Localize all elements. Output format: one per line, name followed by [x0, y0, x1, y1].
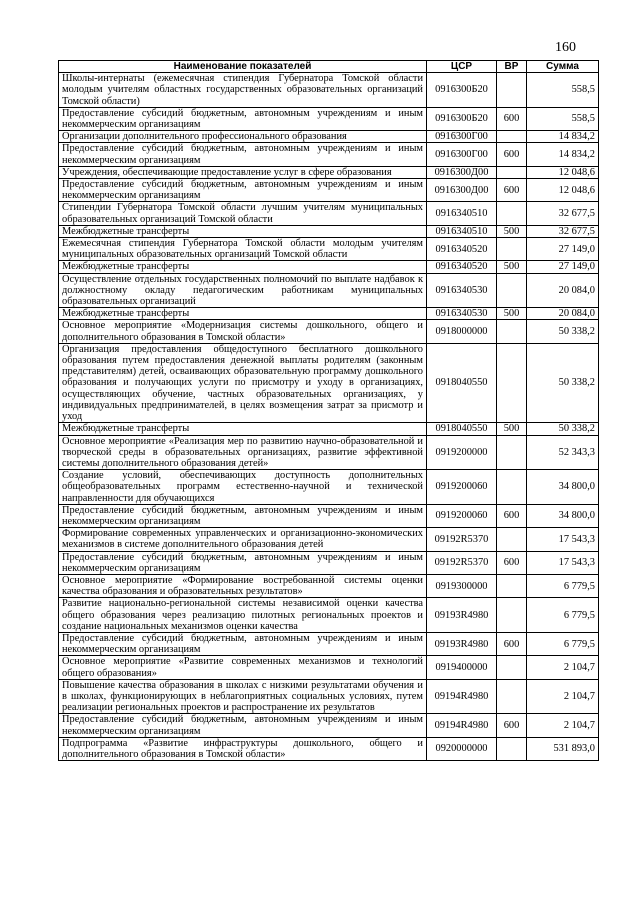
- table-row: [59, 225, 599, 237]
- header-vr: ВР: [497, 61, 527, 73]
- cell-vr: 600: [497, 504, 527, 527]
- table-row: [59, 179, 599, 202]
- table-row: [59, 423, 599, 435]
- cell-sum: 34 800,0: [527, 470, 599, 505]
- cell-vr: [497, 343, 527, 422]
- cell-name: Осуществление отдельных государственных полномочий по выплате надбавок к должностному окладу педагогическим работникам муниципальных образовательных организаций: [59, 273, 427, 308]
- table-row: [59, 737, 599, 760]
- cell-name: Ежемесячная стипендия Губернатора Томской области молодым учителям муниципальных образовательных организаций Томской области: [59, 238, 427, 261]
- cell-name: Организация предоставления общедоступного бесплатного дошкольного образования путем предоставления денежной выплаты родителям (законным представителям) детей, осваивающих образовательную программу дошкольного образования и получающих услуги по присмотру и уходу в организациях, осуществляющих обучение, частных образовательных организациях, у индивидуальных предпринимателей, в целях возмещения затрат за присмотр и уход: [59, 343, 427, 422]
- cell-csr: 0916340520: [427, 238, 497, 261]
- cell-sum: 558,5: [527, 73, 599, 108]
- cell-sum: 27 149,0: [527, 238, 599, 261]
- cell-vr: [497, 202, 527, 225]
- cell-csr: 0916340530: [427, 308, 497, 320]
- cell-sum: 14 834,2: [527, 131, 599, 143]
- cell-csr: 0919400000: [427, 656, 497, 679]
- table-row: [59, 528, 599, 551]
- cell-name: Организации дополнительного профессионального образования: [59, 131, 427, 143]
- header-csr: ЦСР: [427, 61, 497, 73]
- cell-name: Межбюджетные трансферты: [59, 225, 427, 237]
- budget-table: [58, 60, 599, 761]
- cell-vr: 500: [497, 225, 527, 237]
- cell-vr: 600: [497, 107, 527, 130]
- cell-sum: 2 104,7: [527, 656, 599, 679]
- cell-vr: [497, 528, 527, 551]
- table-row: [59, 598, 599, 633]
- cell-vr: [497, 238, 527, 261]
- cell-sum: 6 779,5: [527, 632, 599, 655]
- cell-name: Предоставление субсидий бюджетным, автономным учреждениям и иным некоммерческим организациям: [59, 551, 427, 574]
- cell-csr: 0919200060: [427, 470, 497, 505]
- table-row: [59, 107, 599, 130]
- cell-csr: 09192R5370: [427, 528, 497, 551]
- cell-csr: 0916300Д00: [427, 166, 497, 178]
- table-row: [59, 656, 599, 679]
- page-number: 160: [555, 40, 576, 55]
- header-sum: Сумма: [527, 61, 599, 73]
- cell-name: Подпрограмма «Развитие инфраструктуры дошкольного, общего и дополнительного образования в Томской области»: [59, 737, 427, 760]
- cell-csr: 0916340520: [427, 261, 497, 273]
- cell-vr: 600: [497, 143, 527, 166]
- table-row: [59, 202, 599, 225]
- table-body: [59, 73, 599, 761]
- cell-csr: 0916300Б20: [427, 73, 497, 108]
- cell-vr: [497, 166, 527, 178]
- cell-sum: 20 084,0: [527, 273, 599, 308]
- cell-csr: 09193R4980: [427, 632, 497, 655]
- cell-vr: [497, 131, 527, 143]
- cell-csr: 0916340510: [427, 202, 497, 225]
- cell-vr: 600: [497, 714, 527, 737]
- cell-sum: 2 104,7: [527, 679, 599, 714]
- cell-sum: 50 338,2: [527, 343, 599, 422]
- cell-name: Создание условий, обеспечивающих доступность дополнительных общеобразовательных программ естественно-научной и технической направленности для обучающихся: [59, 470, 427, 505]
- cell-vr: [497, 435, 527, 470]
- cell-csr: 0916300Б20: [427, 107, 497, 130]
- cell-sum: 6 779,5: [527, 598, 599, 633]
- table-row: [59, 679, 599, 714]
- cell-csr: 09194R4980: [427, 714, 497, 737]
- cell-sum: 6 779,5: [527, 574, 599, 597]
- cell-vr: [497, 273, 527, 308]
- cell-name: Межбюджетные трансферты: [59, 261, 427, 273]
- cell-name: Предоставление субсидий бюджетным, автономным учреждениям и иным некоммерческим организациям: [59, 632, 427, 655]
- cell-sum: 50 338,2: [527, 423, 599, 435]
- cell-name: Развитие национально-региональной системы независимой оценки качества общего образования через реализацию пилотных региональных проектов и создание национальных механизмов оценки качества: [59, 598, 427, 633]
- cell-name: Основное мероприятие «Реализация мер по развитию научно-образовательной и творческой среды в образовательных организациях, развитие эффективной системы дополнительного образования детей»: [59, 435, 427, 470]
- cell-sum: 32 677,5: [527, 225, 599, 237]
- cell-csr: 0916340530: [427, 273, 497, 308]
- cell-vr: [497, 470, 527, 505]
- table-row: [59, 166, 599, 178]
- cell-vr: [497, 73, 527, 108]
- cell-name: Учреждения, обеспечивающие предоставление услуг в сфере образования: [59, 166, 427, 178]
- cell-vr: [497, 598, 527, 633]
- table-header-row: [59, 61, 599, 73]
- cell-sum: 34 800,0: [527, 504, 599, 527]
- cell-sum: 558,5: [527, 107, 599, 130]
- table-row: [59, 261, 599, 273]
- table-row: [59, 238, 599, 261]
- table-row: [59, 714, 599, 737]
- cell-sum: 32 677,5: [527, 202, 599, 225]
- cell-csr: 0919200000: [427, 435, 497, 470]
- cell-vr: 600: [497, 632, 527, 655]
- cell-name: Основное мероприятие «Модернизация системы дошкольного, общего и дополнительного образования в Томской области»: [59, 320, 427, 343]
- table-row: [59, 470, 599, 505]
- header-name: Наименование показателей: [59, 61, 427, 73]
- table-row: [59, 131, 599, 143]
- table-row: [59, 73, 599, 108]
- table-row: [59, 435, 599, 470]
- cell-vr: 500: [497, 308, 527, 320]
- cell-csr: 09194R4980: [427, 679, 497, 714]
- cell-vr: 600: [497, 179, 527, 202]
- cell-csr: 0919300000: [427, 574, 497, 597]
- cell-vr: [497, 656, 527, 679]
- cell-csr: 0919200060: [427, 504, 497, 527]
- cell-csr: 0918040550: [427, 423, 497, 435]
- table-row: [59, 574, 599, 597]
- cell-csr: 0916300Г00: [427, 143, 497, 166]
- cell-name: Школы-интернаты (ежемесячная стипендия Губернатора Томской области молодым учителям областных государственных образовательных организаций Томской области): [59, 73, 427, 108]
- cell-name: Предоставление субсидий бюджетным, автономным учреждениям и иным некоммерческим организациям: [59, 107, 427, 130]
- cell-sum: 2 104,7: [527, 714, 599, 737]
- table-row: [59, 273, 599, 308]
- cell-vr: 500: [497, 423, 527, 435]
- cell-name: Предоставление субсидий бюджетным, автономным учреждениям и иным некоммерческим организациям: [59, 143, 427, 166]
- cell-csr: 0918000000: [427, 320, 497, 343]
- cell-csr: 09192R5370: [427, 551, 497, 574]
- cell-vr: [497, 737, 527, 760]
- cell-sum: 12 048,6: [527, 179, 599, 202]
- table-row: [59, 504, 599, 527]
- cell-sum: 17 543,3: [527, 551, 599, 574]
- cell-vr: 500: [497, 261, 527, 273]
- cell-vr: 600: [497, 551, 527, 574]
- cell-name: Предоставление субсидий бюджетным, автономным учреждениям и иным некоммерческим организациям: [59, 179, 427, 202]
- cell-csr: 0916300Д00: [427, 179, 497, 202]
- cell-sum: 20 084,0: [527, 308, 599, 320]
- cell-sum: 17 543,3: [527, 528, 599, 551]
- table-row: [59, 343, 599, 422]
- cell-name: Межбюджетные трансферты: [59, 308, 427, 320]
- cell-name: Основное мероприятие «Формирование востребованной системы оценки качества образования и образовательных результатов»: [59, 574, 427, 597]
- table-row: [59, 143, 599, 166]
- cell-vr: [497, 679, 527, 714]
- cell-sum: 12 048,6: [527, 166, 599, 178]
- cell-sum: 14 834,2: [527, 143, 599, 166]
- cell-csr: 0920000000: [427, 737, 497, 760]
- cell-csr: 0918040550: [427, 343, 497, 422]
- cell-sum: 50 338,2: [527, 320, 599, 343]
- cell-name: Предоставление субсидий бюджетным, автономным учреждениям и иным некоммерческим организациям: [59, 504, 427, 527]
- cell-name: Межбюджетные трансферты: [59, 423, 427, 435]
- cell-vr: [497, 320, 527, 343]
- table-row: [59, 551, 599, 574]
- cell-vr: [497, 574, 527, 597]
- table-row: [59, 308, 599, 320]
- cell-sum: 52 343,3: [527, 435, 599, 470]
- cell-name: Основное мероприятие «Развитие современных механизмов и технологий общего образования»: [59, 656, 427, 679]
- cell-sum: 531 893,0: [527, 737, 599, 760]
- cell-sum: 27 149,0: [527, 261, 599, 273]
- cell-name: Предоставление субсидий бюджетным, автономным учреждениям и иным некоммерческим организациям: [59, 714, 427, 737]
- cell-csr: 0916340510: [427, 225, 497, 237]
- cell-csr: 0916300Г00: [427, 131, 497, 143]
- cell-csr: 09193R4980: [427, 598, 497, 633]
- table-row: [59, 320, 599, 343]
- table-row: [59, 632, 599, 655]
- cell-name: Стипендии Губернатора Томской области лучшим учителям муниципальных образовательных организаций Томской области: [59, 202, 427, 225]
- cell-name: Повышение качества образования в школах с низкими результатами обучения и в школах, функционирующих в неблагоприятных социальных условиях, путем реализации региональных проектов и распространение их результатов: [59, 679, 427, 714]
- cell-name: Формирование современных управленческих и организационно-экономических механизмов в системе дополнительного образования детей: [59, 528, 427, 551]
